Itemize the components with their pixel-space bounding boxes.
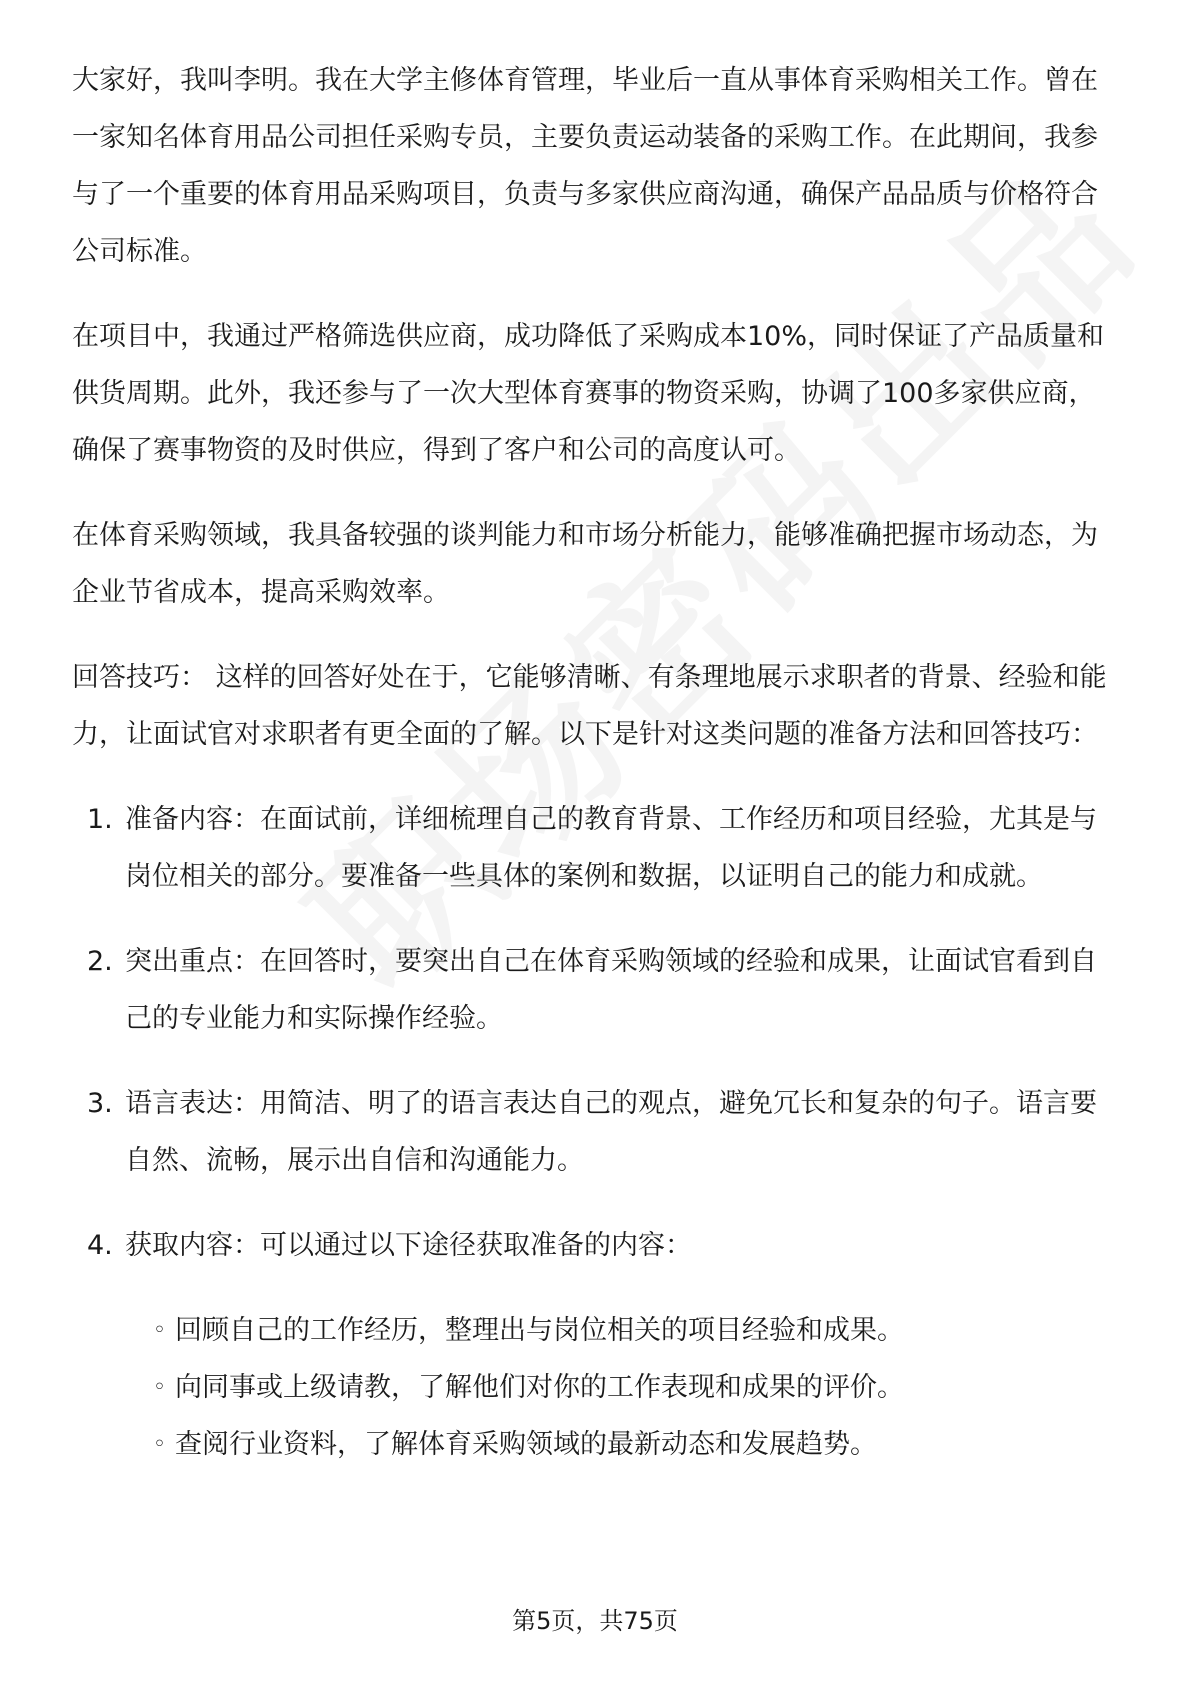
bullet-icon: ◦ (153, 1375, 166, 1400)
list-item-text: 准备内容：在面试前，详细梳理自己的教育背景、工作经历和项目经验，尤其是与岗位相关的部分。要准备一些具体的案例和数据，以证明自己的能力和成就。 (125, 804, 1097, 892)
list-item (72, 1217, 1122, 1473)
bullet-icon: ◦ (153, 1432, 166, 1457)
list-item (72, 933, 1122, 1047)
answer-tips-paragraph: 回答技巧： 这样的回答好处在于，它能够清晰、有条理地展示求职者的背景、经验和能力，让面试官对求职者有更全面的了解。以下是针对这类问题的准备方法和回答技巧： (72, 662, 1107, 750)
sub-list-item (125, 1416, 1122, 1473)
list-item-text: 语言表达：用简洁、明了的语言表达自己的观点，避免冗长和复杂的句子。语言要自然、流畅，展示出自信和沟通能力。 (125, 1088, 1097, 1176)
sub-list (125, 1302, 1122, 1473)
list-item-text: 突出重点：在回答时，要突出自己在体育采购领域的经验和成果，让面试官看到自己的专业能力和实际操作经验。 (125, 946, 1097, 1034)
sub-list-item-text: 查阅行业资料，了解体育采购领域的最新动态和发展趋势。 (175, 1429, 877, 1460)
sub-list-item-text: 回顾自己的工作经历，整理出与岗位相关的项目经验和成果。 (175, 1315, 904, 1346)
list-item (72, 791, 1122, 905)
intro-paragraph: 大家好，我叫李明。我在大学主修体育管理，毕业后一直从事体育采购相关工作。曾在一家知名体育用品公司担任采购专员，主要负责运动装备的采购工作。在此期间，我参与了一个重要的体育用品采购项目，负责与多家供应商沟通，确保产品品质与价格符合公司标准。 (72, 65, 1098, 267)
list-item-text: 获取内容：可以通过以下途径获取准备的内容： (125, 1230, 692, 1261)
tips-list (72, 791, 1122, 1473)
list-number: 2. (87, 946, 113, 977)
list-item (72, 1075, 1122, 1189)
list-number: 3. (87, 1088, 113, 1119)
sub-list-item-text: 向同事或上级请教，了解他们对你的工作表现和成果的评价。 (175, 1372, 904, 1403)
list-number: 1. (87, 804, 113, 835)
sub-list-item (125, 1359, 1122, 1416)
page-number-footer: 第5页，共75页 (512, 1607, 678, 1635)
list-number: 4. (87, 1230, 113, 1261)
project-paragraph: 在项目中，我通过严格筛选供应商，成功降低了采购成本10%，同时保证了产品质量和供货周期。此外，我还参与了一次大型体育赛事的物资采购，协调了100多家供应商，确保了赛事物资的及时供应，得到了客户和公司的高度认可。 (72, 321, 1105, 466)
sub-list-item (125, 1302, 1122, 1359)
main-content (72, 52, 1122, 1501)
skills-paragraph: 在体育采购领域，我具备较强的谈判能力和市场分析能力，能够准确把握市场动态，为企业节省成本，提高采购效率。 (72, 520, 1098, 608)
bullet-icon: ◦ (153, 1318, 166, 1343)
